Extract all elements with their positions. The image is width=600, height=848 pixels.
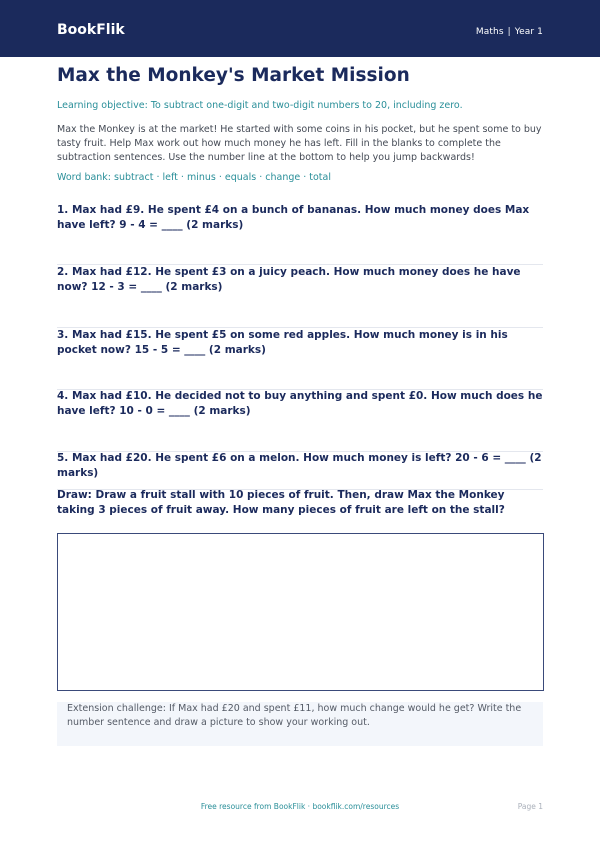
- brand-logo: BookFlik: [57, 22, 125, 38]
- worksheet-title: Max the Monkey's Market Mission: [57, 65, 410, 86]
- question-4: 4. Max had £10. He decided not to buy anything and spent £0. How much does he have left? 10 - 0 = ____ (2 marks): [57, 390, 543, 417]
- page-header: [0, 0, 600, 57]
- question-1: 1. Max had £9. He spent £4 on a bunch of bananas. How much money does Max have left? 9 - 4 = ____ (2 marks): [57, 204, 530, 231]
- footer-credit: Free resource from BookFlik · bookflik.com/resources: [200, 802, 400, 811]
- question-5: 5. Max had £20. He spent £6 on a melon. How much money is left? 20 - 6 = ____ (2 marks): [57, 452, 542, 479]
- page-number: Page 1: [517, 802, 543, 811]
- question-2: 2. Max had £12. He spent £3 on a juicy peach. How much money does he have now? 12 - 3 = ____ (2 marks): [57, 266, 521, 293]
- word-bank: Word bank: subtract · left · minus · equals · change · total: [57, 172, 331, 183]
- drawing-area[interactable]: [57, 533, 544, 691]
- learning-objective: Learning objective: To subtract one-digit and two-digit numbers to 20, including zero.: [57, 100, 463, 111]
- extension-challenge: [57, 702, 543, 746]
- intro-paragraph: Max the Monkey is at the market! He started with some coins in his pocket, but he spent some to buy tasty fruit. Help Max work out how much money he has left. Fill in the blanks to complete the subtraction sentences. Use the number line at the bottom to help you jump backwards!: [57, 124, 542, 163]
- subject-year-label: [476, 27, 543, 37]
- meta-separator: |: [507, 27, 511, 37]
- question-3: 3. Max had £15. He spent £5 on some red apples. How much money is in his pocket now? 15 - 5 = ____ (2 marks): [57, 329, 508, 356]
- extension-text: Extension challenge: If Max had £20 and spent £11, how much change would he get? Write the number sentence and draw a picture to show your working out.: [67, 703, 522, 728]
- draw-prompt: Draw: Draw a fruit stall with 10 pieces of fruit. Then, draw Max the Monkey taking 3 pieces of fruit away. How many pieces of fruit are left on the stall?: [57, 489, 505, 516]
- subject-label: Maths: [475, 27, 504, 37]
- year-label: Year 1: [514, 27, 543, 37]
